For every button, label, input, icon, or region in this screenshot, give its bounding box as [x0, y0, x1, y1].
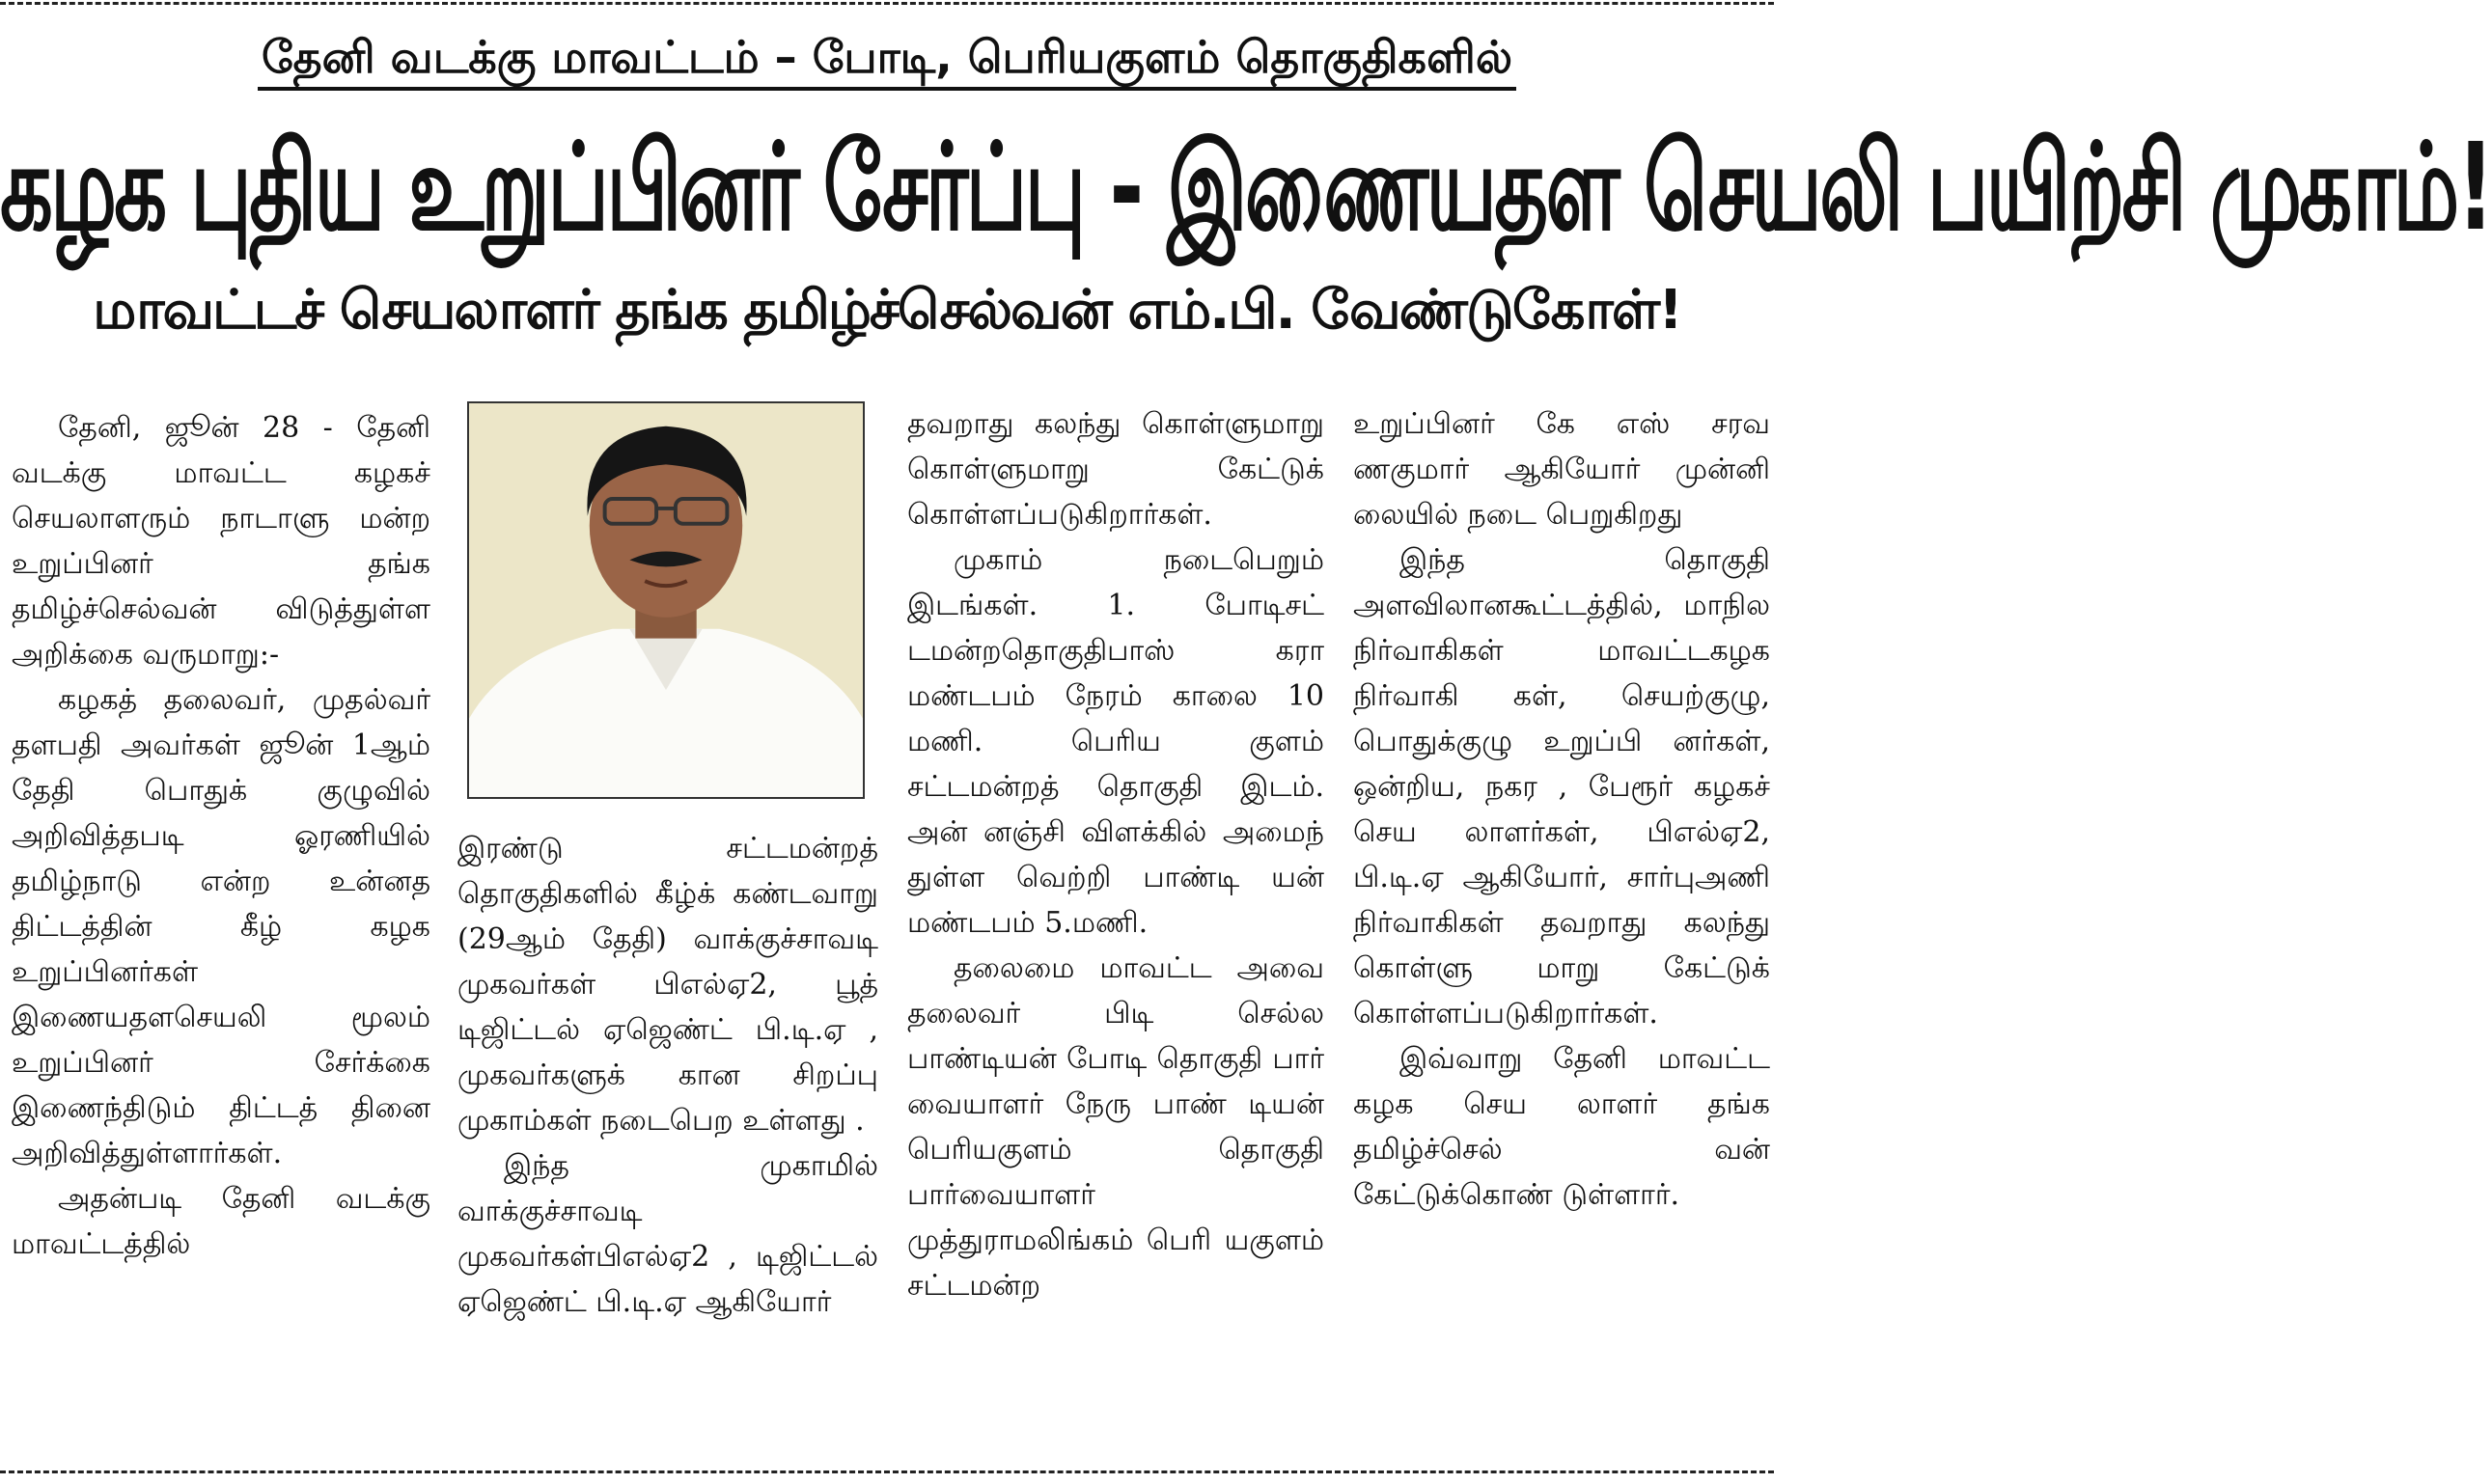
column-2-paragraph-1: இரண்டு சட்டமன்றத் தொகுதிகளில் கீழ்க் கண்டவாறு (29ஆம் தேதி) வாக்குச்சாவடி முகவர்கள் பிஎல்ஏ2, பூத் டிஜிட்டல் ஏஜெண்ட் பி.டி.ஏ , முகவர்களுக் கான சிறப்பு முகாம்கள் நடைபெற உள்ளது .	[457, 832, 878, 1138]
article-kicker-text: தேனி வடக்கு மாவட்டம் – போடி, பெரியகுளம் தொகுதிகளில்	[258, 31, 1516, 91]
column-4-paragraph-1: உறுப்பினர் கே எஸ் சரவ ணகுமார் ஆகியோர் முன்னி லையில் நடை பெறுகிறது	[1353, 407, 1770, 532]
column-4-paragraph-2: இந்த தொகுதி அளவிலானகூட்டத்தில், மாநில நிர்வாகிகள் மாவட்டகழக நிர்வாகி கள், செயற்குழு, பொதுக்குழு உறுப்பி னர்கள், ஒன்றிய, நகர , பேரூர் கழகச் செய லாளர்கள், பிஎல்ஏ2, பி.டி.ஏ ஆகியோர், சார்புஅணி நிர்வாகிகள் தவறாது கலந்து கொள்ளு மாறு கேட்டுக் கொள்ளப்படுகிறார்கள்.	[1353, 543, 1770, 1031]
column-4-paragraph-3: இவ்வாறு தேனி மாவட்ட கழக செய லாளர் தங்க தமிழ்ச்செல் வன் கேட்டுக்கொண் டுள்ளார்.	[1353, 1042, 1770, 1212]
article-column-2	[457, 826, 878, 1470]
article-subheadline: மாவட்டச் செயலாளர் தங்க தமிழ்ச்செல்வன் எம்.பி. வேண்டுகோள்!	[93, 279, 1681, 342]
bottom-dashed-rule	[0, 1470, 1774, 1473]
article-headline: கழக புதிய உறுப்பினர் சேர்ப்பு - இணையதள செயலி பயிற்சி முகாம்!	[0, 118, 2492, 259]
column-1-paragraph-2: கழகத் தலைவர், முதல்வர் தளபதி அவர்கள் ஜூன் 1ஆம் தேதி பொதுக் குழுவில் அறிவித்தபடி ஓரணியில் தமிழ்நாடு என்ற உன்னத திட்டத்தின் கீழ் கழக உறுப்பினர்கள் இணையதளசெயலி மூலம் உறுப்பினர் சேர்க்கை இணைந்திடும் திட்டத் தினை அறிவித்துள்ளார்கள்.	[12, 683, 430, 1170]
column-3-paragraph-2: முகாம் நடைபெறும் இடங்கள். 1. போடிசட் டமன்றதொகுதிபாஸ் கரா மண்டபம் நேரம் காலை 10 மணி. பெரிய குளம் சட்டமன்றத் தொகுதி இடம். அன் னஞ்சி விளக்கில் அமைந் துள்ள வெற்றி பாண்டி யன் மண்டபம் 5.மணி.	[907, 543, 1324, 940]
article-column-1	[12, 405, 430, 1470]
article-column-3	[907, 401, 1324, 1470]
column-2-paragraph-2: இந்த முகாமில் வாக்குச்சாவடி முகவர்கள்பிஎல்ஏ2 , டிஜிட்டல் ஏஜெண்ட் பி.டி.ஏ ஆகியோர்	[457, 1149, 878, 1319]
column-1-paragraph-1: தேனி, ஜூன் 28 - தேனி வடக்கு மாவட்ட கழகச் செயலாளரும் நாடாளு மன்ற உறுப்பினர் தங்க தமிழ்ச்செல்வன் விடுத்துள்ள அறிக்கை வருமாறு:-	[12, 411, 430, 672]
top-dashed-rule	[0, 2, 1774, 5]
portrait-illustration	[469, 403, 863, 797]
article-column-4	[1353, 401, 1770, 1470]
column-1-paragraph-3: அதன்படி தேனி வடக்கு மாவட்டத்தில்	[12, 1182, 430, 1261]
portrait-photo	[467, 401, 865, 799]
column-3-paragraph-3: தலைமை மாவட்ட அவை தலைவர் பிடி செல்ல பாண்டியன் போடி தொகுதி பார் வையாளர் நேரு பாண் டியன் பெரியகுளம் தொகுதி பார்வையாளர் முத்துராமலிங்கம் பெரி யகுளம் சட்டமன்ற	[907, 951, 1324, 1303]
column-3-paragraph-1: தவறாது கலந்து கொள்ளுமாறு கொள்ளுமாறு கேட்டுக் கொள்ளப்படுகிறார்கள்.	[907, 407, 1324, 532]
article-kicker	[0, 29, 1774, 85]
